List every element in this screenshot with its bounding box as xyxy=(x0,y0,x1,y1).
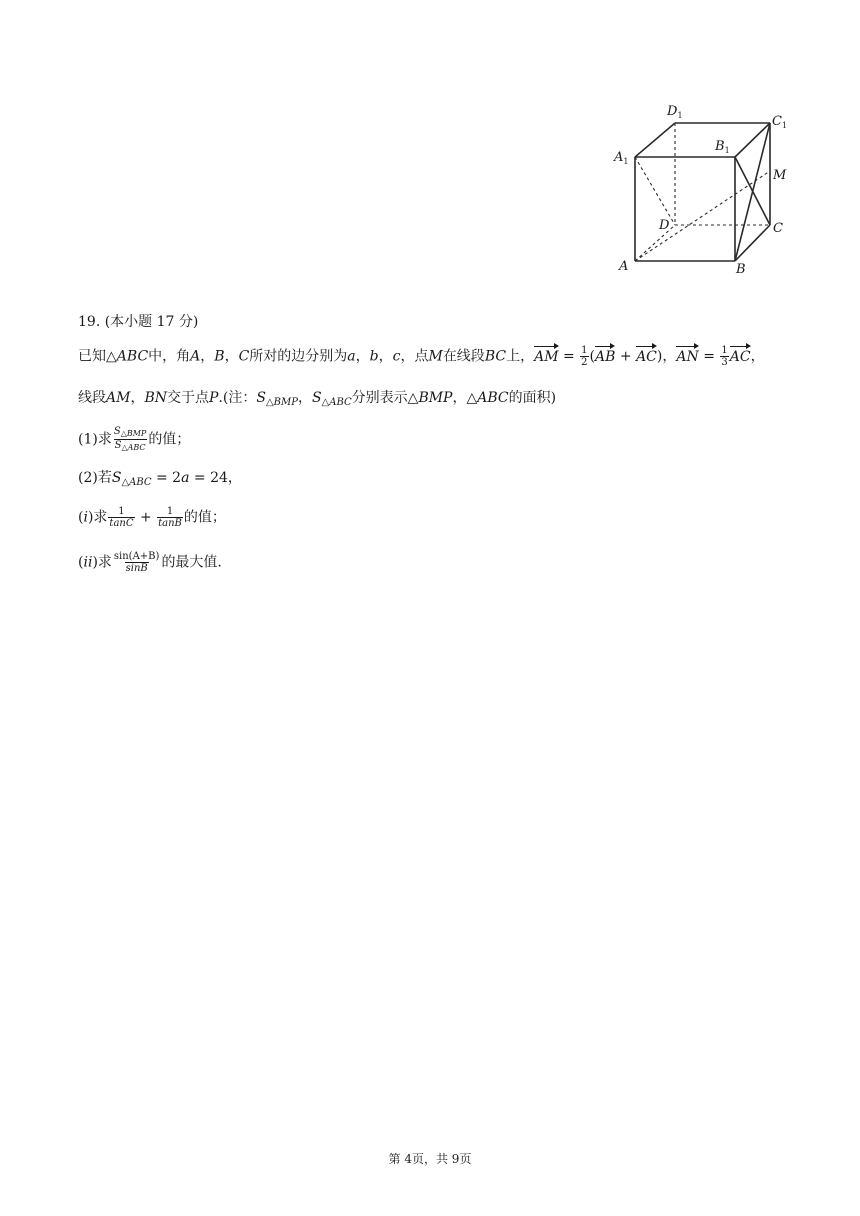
question-stem-line2: 线段AM，BN交于点P.(注：$S_{\triangle BMP}$，$S_{\triangle ABC}$分别表示△BMP，△ABC的面积) xyxy=(78,390,557,408)
label-d1: $D_1$ xyxy=(667,104,683,120)
label-b1: $B_1$ xyxy=(715,139,730,155)
page-footer: 第 4页，共 9页 xyxy=(388,1152,472,1166)
fraction-one-over-tanc: $\frac{1}{\tan C}$ xyxy=(109,506,134,529)
part-2-ii: (ii)求 $\frac{\sin(A+B)}{\sin B}$ 的最大值. xyxy=(78,551,222,574)
fraction-one-over-tanb: $\frac{1}{\tan B}$ xyxy=(158,506,182,529)
label-c1: $C_1$ xyxy=(772,114,788,130)
label-m: M xyxy=(773,168,787,183)
part-2: (2)若$S_{\triangle ABC} = 2a = 24$， xyxy=(78,470,242,488)
fraction-sin-ratio: $\frac{\sin(A+B)}{\sin B}$ xyxy=(113,551,160,574)
label-a: A xyxy=(619,259,629,274)
edge-b1-c1 xyxy=(735,123,770,157)
vector-ac: AC xyxy=(636,348,657,365)
part-2-i: (i)求 $\frac{1}{\tan C}$ + $\frac{1}{\tan B}$ 的值； xyxy=(78,506,226,529)
label-d: D xyxy=(659,218,670,233)
label-c: C xyxy=(773,221,783,236)
fraction-area-ratio: $\frac{S_{\triangle BMP}}{S_{\triangle ABC}}$ xyxy=(113,426,147,452)
vector-ab: AB xyxy=(595,348,616,365)
part-1: (1)求 $\frac{S_{\triangle BMP}}{S_{\triangle ABC}}$ 的值； xyxy=(78,426,191,452)
vector-ac-2: AC xyxy=(729,348,751,365)
vector-am: AM xyxy=(534,348,559,365)
vector-an: AN xyxy=(676,348,699,365)
hidden-segment-a1-d xyxy=(635,157,675,225)
label-b: B xyxy=(736,262,746,277)
edge-a1-d1 xyxy=(635,123,675,157)
cube-figure xyxy=(605,95,805,280)
question-heading: 19. (本小题 17 分) xyxy=(78,314,199,330)
fraction-one-third: $\frac{1}{3}$ xyxy=(721,345,728,368)
question-stem-line1: 已知△ABC中，角A，B，C所对的边分别为a，b，c，点M在线段BC上，AM = $\frac{1}{2}$ (AB + AC)，AN = $\frac{1}{3}$ AC， xyxy=(78,345,765,368)
label-a1: $A_1$ xyxy=(614,150,629,166)
fraction-one-half: $\frac{1}{2}$ xyxy=(581,345,588,368)
